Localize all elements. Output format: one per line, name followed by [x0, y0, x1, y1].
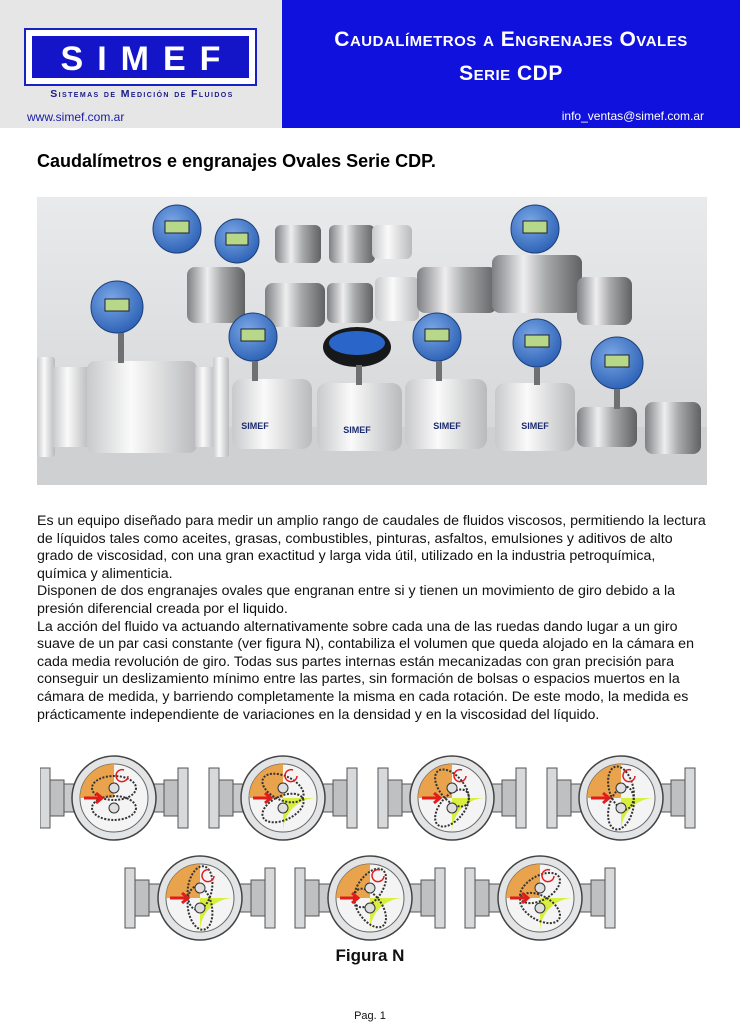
- svg-text:SIMEF: SIMEF: [343, 425, 371, 435]
- svg-text:SIMEF: SIMEF: [433, 421, 461, 431]
- paragraph-3: La acción del fluido va actuando alternativamente sobre cada una de las ruedas dando lugar a un giro suave de un par casi constante (ver figura N), contabiliza el volumen que queda alojado en la cámara en cada media revolución de giro. Todas sus partes internas están mecanizadas con gran precisión para conseguir un deslizamiento mínimo entre las partes, sin formación de bolsas o espacios muertos en la cámara de medida, y barriendo completamente la misma en cada rotación. De este modo, la medida es prácticamente independiente de variaciones en la densidad y en la viscosidad del líquido.: [37, 618, 694, 723]
- gear-stage-1: [40, 756, 188, 840]
- brand-label: SIMEF: [241, 421, 269, 431]
- logo-text: SIMEF: [60, 40, 235, 78]
- gear-stage-3: [378, 756, 526, 840]
- gear-stage-7: [465, 856, 615, 940]
- oval-gear-stages-icon: [40, 748, 710, 948]
- logo-tagline: Sistemas de Medición de Fluidos: [50, 88, 234, 100]
- gear-stage-4: [547, 756, 695, 840]
- gear-stage-6: [295, 856, 445, 940]
- page-title: Caudalímetros e engranajes Ovales Serie CDP.: [37, 151, 436, 171]
- svg-text:SIMEF: SIMEF: [521, 421, 549, 431]
- product-photo: [37, 197, 707, 485]
- website-link[interactable]: www.simef.com.ar: [27, 110, 125, 124]
- page-number: Pag. 1: [354, 1010, 386, 1022]
- oval-gear-figure: [40, 748, 710, 948]
- figure-caption: Figura N: [335, 946, 405, 965]
- paragraph-1: Es un equipo diseñado para medir un amplio rango de caudales de fluidos viscosos, permitiendo la lectura de líquidos tales como aceites, grasas, combustibles, pinturas, asfaltos, emulsiones y aditivos de alto grado de viscosidad, con una gran exactitud y larga vida útil, utilizado en la industria petroquímica, química y alimenticia.: [37, 513, 706, 582]
- gear-stage-5: [125, 856, 275, 940]
- header-subtitle: Serie CDP: [459, 62, 563, 85]
- flowmeters-product-photo-icon: [37, 197, 707, 485]
- email-link[interactable]: info_ventas@simef.com.ar: [561, 109, 704, 123]
- gear-stage-2: [209, 756, 357, 840]
- simef-logo: [24, 28, 257, 86]
- header-title: Caudalímetros a Engrenajes Ovales: [334, 28, 688, 51]
- paragraph-2: Disponen de dos engranajes ovales que engranan entre si y tienen un movimiento de giro debido a la presión diferencial creada por el liquido.: [37, 583, 676, 617]
- description: [37, 513, 707, 724]
